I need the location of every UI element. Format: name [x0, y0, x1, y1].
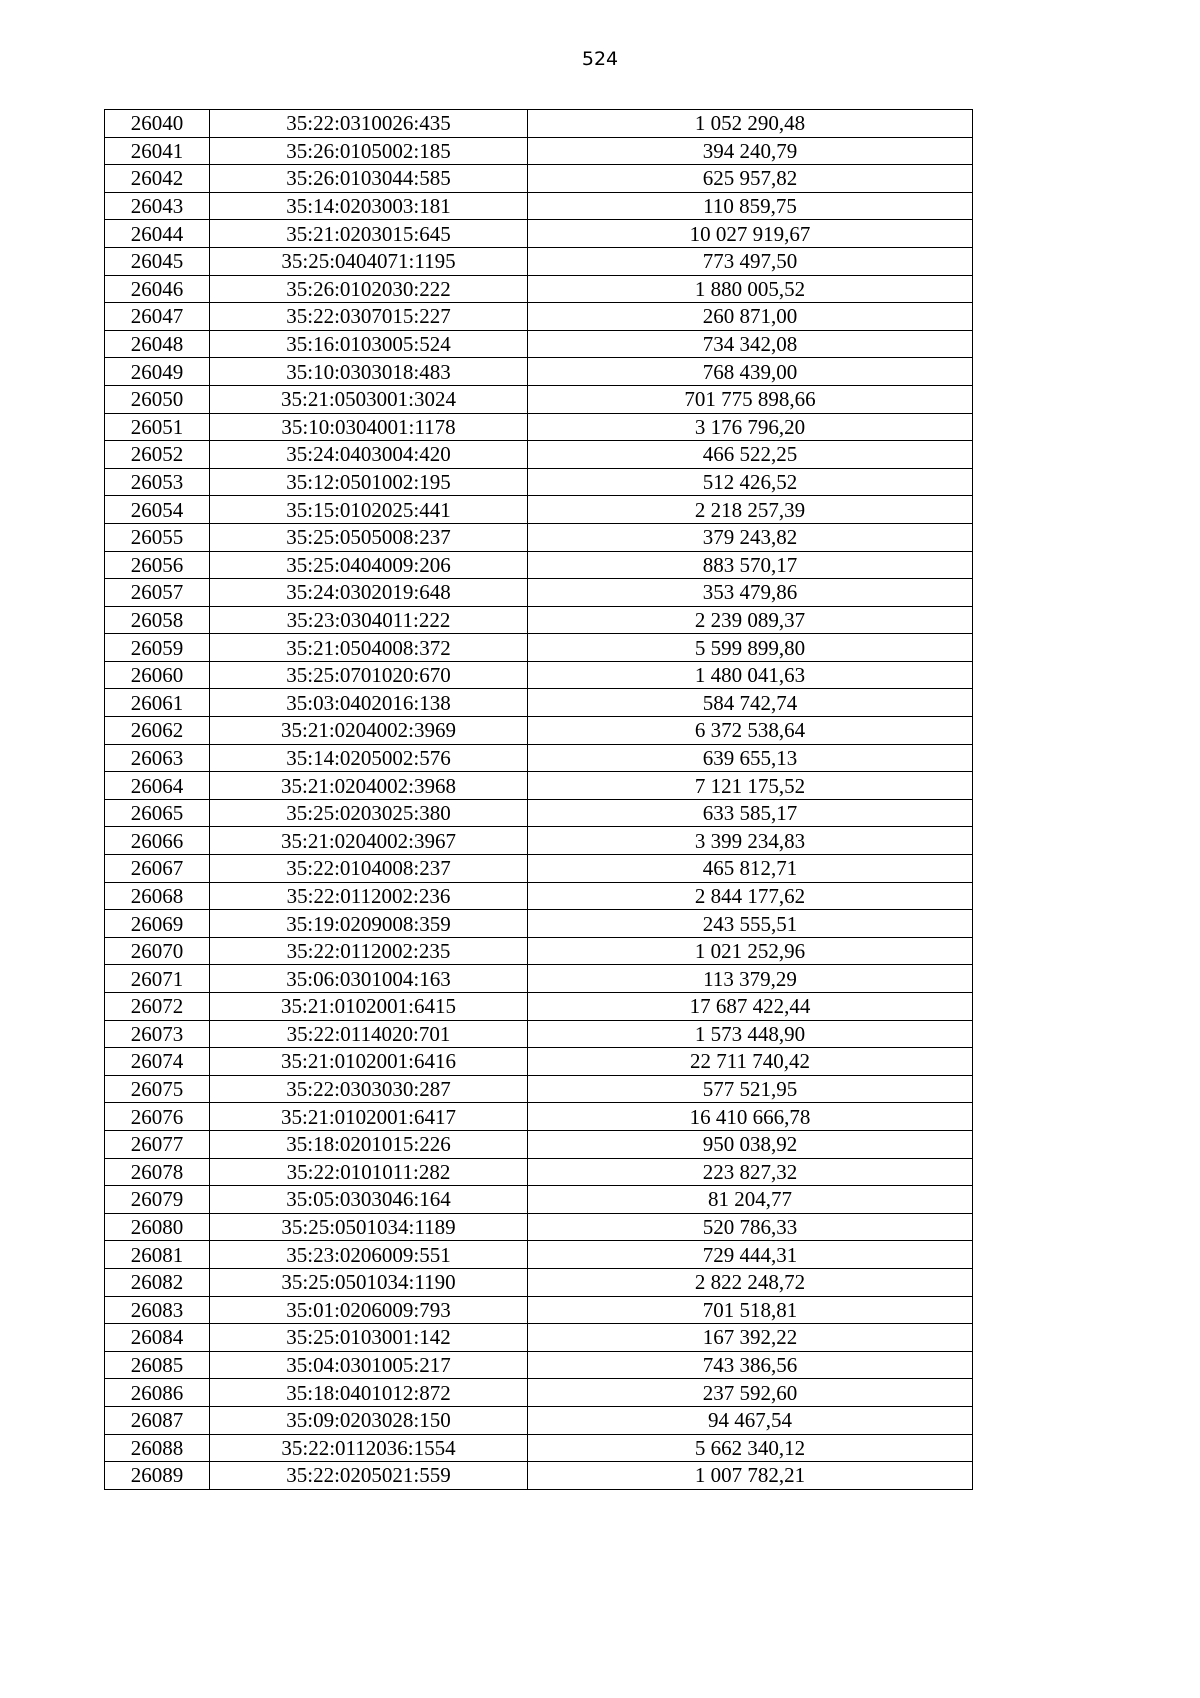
- row-number-cell: 26074: [105, 1048, 210, 1076]
- table-row: [105, 1075, 973, 1103]
- cadastral-value-cell: 2 844 177,62: [528, 882, 973, 910]
- row-number-cell: 26040: [105, 110, 210, 138]
- cadastral-value-cell: 734 342,08: [528, 330, 973, 358]
- row-number-cell: 26072: [105, 993, 210, 1021]
- row-number-cell: 26088: [105, 1434, 210, 1462]
- row-number-cell: 26063: [105, 744, 210, 772]
- table-row: [105, 1048, 973, 1076]
- table-row: [105, 1186, 973, 1214]
- cadastral-number-cell: 35:25:0404009:206: [210, 551, 528, 579]
- table-row: [105, 606, 973, 634]
- table-row: [105, 1158, 973, 1186]
- page-number: 524: [581, 48, 619, 70]
- table-row: [105, 661, 973, 689]
- cadastral-value-cell: 22 711 740,42: [528, 1048, 973, 1076]
- table-row: [105, 1324, 973, 1352]
- cadastral-value-cell: 237 592,60: [528, 1379, 973, 1407]
- table-row: [105, 1351, 973, 1379]
- cadastral-value-cell: 379 243,82: [528, 523, 973, 551]
- row-number-cell: 26052: [105, 441, 210, 469]
- cadastral-number-cell: 35:01:0206009:793: [210, 1296, 528, 1324]
- cadastral-number-cell: 35:03:0402016:138: [210, 689, 528, 717]
- cadastral-value-cell: 17 687 422,44: [528, 993, 973, 1021]
- row-number-cell: 26046: [105, 275, 210, 303]
- cadastral-value-cell: 1 052 290,48: [528, 110, 973, 138]
- cadastral-value-cell: 633 585,17: [528, 799, 973, 827]
- row-number-cell: 26054: [105, 496, 210, 524]
- cadastral-number-cell: 35:22:0112002:235: [210, 937, 528, 965]
- table-row: [105, 634, 973, 662]
- row-number-cell: 26077: [105, 1130, 210, 1158]
- table-row: [105, 1268, 973, 1296]
- table-row: [105, 827, 973, 855]
- cadastral-number-cell: 35:22:0112002:236: [210, 882, 528, 910]
- row-number-cell: 26041: [105, 137, 210, 165]
- table-row: [105, 358, 973, 386]
- cadastral-value-cell: 1 880 005,52: [528, 275, 973, 303]
- row-number-cell: 26059: [105, 634, 210, 662]
- cadastral-number-cell: 35:21:0503001:3024: [210, 385, 528, 413]
- table-row: [105, 993, 973, 1021]
- row-number-cell: 26078: [105, 1158, 210, 1186]
- cadastral-number-cell: 35:25:0501034:1190: [210, 1268, 528, 1296]
- cadastral-number-cell: 35:26:0105002:185: [210, 137, 528, 165]
- table-row: [105, 275, 973, 303]
- cadastral-number-cell: 35:26:0102030:222: [210, 275, 528, 303]
- table-row: [105, 413, 973, 441]
- cadastral-number-cell: 35:19:0209008:359: [210, 910, 528, 938]
- cadastral-value-cell: 577 521,95: [528, 1075, 973, 1103]
- cadastral-number-cell: 35:06:0301004:163: [210, 965, 528, 993]
- cadastral-value-cell: 466 522,25: [528, 441, 973, 469]
- cadastral-value-cell: 7 121 175,52: [528, 772, 973, 800]
- row-number-cell: 26075: [105, 1075, 210, 1103]
- cadastral-value-cell: 465 812,71: [528, 855, 973, 883]
- row-number-cell: 26047: [105, 303, 210, 331]
- table-row: [105, 744, 973, 772]
- table-row: [105, 882, 973, 910]
- cadastral-number-cell: 35:21:0102001:6417: [210, 1103, 528, 1131]
- table-row: [105, 137, 973, 165]
- row-number-cell: 26066: [105, 827, 210, 855]
- row-number-cell: 26045: [105, 247, 210, 275]
- table-row: [105, 110, 973, 138]
- table-row: [105, 385, 973, 413]
- table-row: [105, 247, 973, 275]
- cadastral-value-cell: 5 599 899,80: [528, 634, 973, 662]
- table-row: [105, 799, 973, 827]
- table-row: [105, 192, 973, 220]
- cadastral-number-cell: 35:22:0303030:287: [210, 1075, 528, 1103]
- row-number-cell: 26076: [105, 1103, 210, 1131]
- row-number-cell: 26060: [105, 661, 210, 689]
- cadastral-value-cell: 520 786,33: [528, 1213, 973, 1241]
- table-row: [105, 468, 973, 496]
- row-number-cell: 26065: [105, 799, 210, 827]
- cadastral-value-cell: 701 775 898,66: [528, 385, 973, 413]
- table-row: [105, 579, 973, 607]
- row-number-cell: 26083: [105, 1296, 210, 1324]
- table-row: [105, 772, 973, 800]
- cadastral-number-cell: 35:25:0701020:670: [210, 661, 528, 689]
- cadastral-value-cell: 625 957,82: [528, 165, 973, 193]
- cadastral-value-cell: 512 426,52: [528, 468, 973, 496]
- cadastral-value-cell: 353 479,86: [528, 579, 973, 607]
- cadastral-number-cell: 35:23:0304011:222: [210, 606, 528, 634]
- cadastral-number-cell: 35:23:0206009:551: [210, 1241, 528, 1269]
- cadastral-number-cell: 35:22:0104008:237: [210, 855, 528, 883]
- cadastral-number-cell: 35:25:0203025:380: [210, 799, 528, 827]
- table-row: [105, 1406, 973, 1434]
- row-number-cell: 26055: [105, 523, 210, 551]
- table-row: [105, 1241, 973, 1269]
- cadastral-value-cell: 1 007 782,21: [528, 1462, 973, 1490]
- cadastral-number-cell: 35:25:0103001:142: [210, 1324, 528, 1352]
- row-number-cell: 26080: [105, 1213, 210, 1241]
- cadastral-number-cell: 35:18:0401012:872: [210, 1379, 528, 1407]
- row-number-cell: 26087: [105, 1406, 210, 1434]
- cadastral-value-cell: 1 480 041,63: [528, 661, 973, 689]
- cadastral-number-cell: 35:21:0102001:6415: [210, 993, 528, 1021]
- cadastral-value-cell: 81 204,77: [528, 1186, 973, 1214]
- cadastral-number-cell: 35:22:0205021:559: [210, 1462, 528, 1490]
- table-row: [105, 910, 973, 938]
- cadastral-value-cell: 260 871,00: [528, 303, 973, 331]
- cadastral-value-cell: 6 372 538,64: [528, 717, 973, 745]
- cadastral-number-cell: 35:26:0103044:585: [210, 165, 528, 193]
- cadastral-number-cell: 35:21:0204002:3969: [210, 717, 528, 745]
- row-number-cell: 26050: [105, 385, 210, 413]
- table-row: [105, 303, 973, 331]
- cadastral-value-cell: 1 021 252,96: [528, 937, 973, 965]
- row-number-cell: 26070: [105, 937, 210, 965]
- cadastral-value-cell: 2 239 089,37: [528, 606, 973, 634]
- cadastral-value-cell: 3 399 234,83: [528, 827, 973, 855]
- table-row: [105, 220, 973, 248]
- cadastral-value-cell: 394 240,79: [528, 137, 973, 165]
- row-number-cell: 26086: [105, 1379, 210, 1407]
- cadastral-number-cell: 35:22:0112036:1554: [210, 1434, 528, 1462]
- table-row: [105, 1462, 973, 1490]
- cadastral-value-cell: 743 386,56: [528, 1351, 973, 1379]
- row-number-cell: 26057: [105, 579, 210, 607]
- row-number-cell: 26068: [105, 882, 210, 910]
- table-row: [105, 1020, 973, 1048]
- row-number-cell: 26042: [105, 165, 210, 193]
- cadastral-number-cell: 35:05:0303046:164: [210, 1186, 528, 1214]
- cadastral-value-cell: 729 444,31: [528, 1241, 973, 1269]
- table-row: [105, 1213, 973, 1241]
- cadastral-value-cell: 768 439,00: [528, 358, 973, 386]
- cadastral-number-cell: 35:25:0404071:1195: [210, 247, 528, 275]
- table-row: [105, 937, 973, 965]
- cadastral-number-cell: 35:10:0304001:1178: [210, 413, 528, 441]
- cadastral-number-cell: 35:22:0310026:435: [210, 110, 528, 138]
- table-row: [105, 1103, 973, 1131]
- cadastral-number-cell: 35:21:0204002:3968: [210, 772, 528, 800]
- cadastral-value-cell: 243 555,51: [528, 910, 973, 938]
- cadastral-number-cell: 35:22:0307015:227: [210, 303, 528, 331]
- cadastral-value-cell: 3 176 796,20: [528, 413, 973, 441]
- cadastral-value-cell: 113 379,29: [528, 965, 973, 993]
- row-number-cell: 26056: [105, 551, 210, 579]
- table-body: [105, 110, 973, 1490]
- cadastral-value-cell: 950 038,92: [528, 1130, 973, 1158]
- cadastral-number-cell: 35:24:0403004:420: [210, 441, 528, 469]
- row-number-cell: 26053: [105, 468, 210, 496]
- cadastral-value-cell: 167 392,22: [528, 1324, 973, 1352]
- cadastral-number-cell: 35:12:0501002:195: [210, 468, 528, 496]
- cadastral-value-cell: 2 218 257,39: [528, 496, 973, 524]
- row-number-cell: 26067: [105, 855, 210, 883]
- cadastral-value-cell: 584 742,74: [528, 689, 973, 717]
- cadastral-number-cell: 35:15:0102025:441: [210, 496, 528, 524]
- table-row: [105, 1296, 973, 1324]
- table-row: [105, 1434, 973, 1462]
- cadastral-number-cell: 35:14:0203003:181: [210, 192, 528, 220]
- row-number-cell: 26089: [105, 1462, 210, 1490]
- table-row: [105, 496, 973, 524]
- row-number-cell: 26044: [105, 220, 210, 248]
- cadastral-number-cell: 35:24:0302019:648: [210, 579, 528, 607]
- cadastral-number-cell: 35:21:0204002:3967: [210, 827, 528, 855]
- row-number-cell: 26062: [105, 717, 210, 745]
- table-row: [105, 965, 973, 993]
- cadastral-number-cell: 35:22:0114020:701: [210, 1020, 528, 1048]
- row-number-cell: 26082: [105, 1268, 210, 1296]
- cadastral-value-table: [104, 109, 973, 1490]
- cadastral-number-cell: 35:16:0103005:524: [210, 330, 528, 358]
- row-number-cell: 26073: [105, 1020, 210, 1048]
- cadastral-value-cell: 5 662 340,12: [528, 1434, 973, 1462]
- cadastral-value-cell: 2 822 248,72: [528, 1268, 973, 1296]
- row-number-cell: 26049: [105, 358, 210, 386]
- row-number-cell: 26079: [105, 1186, 210, 1214]
- row-number-cell: 26043: [105, 192, 210, 220]
- row-number-cell: 26051: [105, 413, 210, 441]
- row-number-cell: 26064: [105, 772, 210, 800]
- cadastral-number-cell: 35:14:0205002:576: [210, 744, 528, 772]
- table-row: [105, 165, 973, 193]
- cadastral-number-cell: 35:18:0201015:226: [210, 1130, 528, 1158]
- cadastral-value-cell: 16 410 666,78: [528, 1103, 973, 1131]
- cadastral-number-cell: 35:09:0203028:150: [210, 1406, 528, 1434]
- table-row: [105, 1379, 973, 1407]
- row-number-cell: 26061: [105, 689, 210, 717]
- cadastral-value-cell: 639 655,13: [528, 744, 973, 772]
- table-row: [105, 523, 973, 551]
- table-row: [105, 330, 973, 358]
- table-row: [105, 689, 973, 717]
- cadastral-value-cell: 1 573 448,90: [528, 1020, 973, 1048]
- row-number-cell: 26048: [105, 330, 210, 358]
- table-row: [105, 551, 973, 579]
- row-number-cell: 26081: [105, 1241, 210, 1269]
- row-number-cell: 26058: [105, 606, 210, 634]
- cadastral-value-cell: 223 827,32: [528, 1158, 973, 1186]
- cadastral-number-cell: 35:21:0504008:372: [210, 634, 528, 662]
- cadastral-value-cell: 94 467,54: [528, 1406, 973, 1434]
- cadastral-number-cell: 35:04:0301005:217: [210, 1351, 528, 1379]
- row-number-cell: 26071: [105, 965, 210, 993]
- cadastral-number-cell: 35:21:0203015:645: [210, 220, 528, 248]
- cadastral-number-cell: 35:21:0102001:6416: [210, 1048, 528, 1076]
- row-number-cell: 26069: [105, 910, 210, 938]
- cadastral-value-cell: 110 859,75: [528, 192, 973, 220]
- table-row: [105, 441, 973, 469]
- row-number-cell: 26085: [105, 1351, 210, 1379]
- cadastral-number-cell: 35:25:0501034:1189: [210, 1213, 528, 1241]
- cadastral-number-cell: 35:22:0101011:282: [210, 1158, 528, 1186]
- cadastral-value-cell: 10 027 919,67: [528, 220, 973, 248]
- cadastral-value-cell: 883 570,17: [528, 551, 973, 579]
- cadastral-number-cell: 35:10:0303018:483: [210, 358, 528, 386]
- cadastral-value-cell: 701 518,81: [528, 1296, 973, 1324]
- cadastral-number-cell: 35:25:0505008:237: [210, 523, 528, 551]
- table-row: [105, 1130, 973, 1158]
- row-number-cell: 26084: [105, 1324, 210, 1352]
- table-row: [105, 717, 973, 745]
- table-row: [105, 855, 973, 883]
- cadastral-value-cell: 773 497,50: [528, 247, 973, 275]
